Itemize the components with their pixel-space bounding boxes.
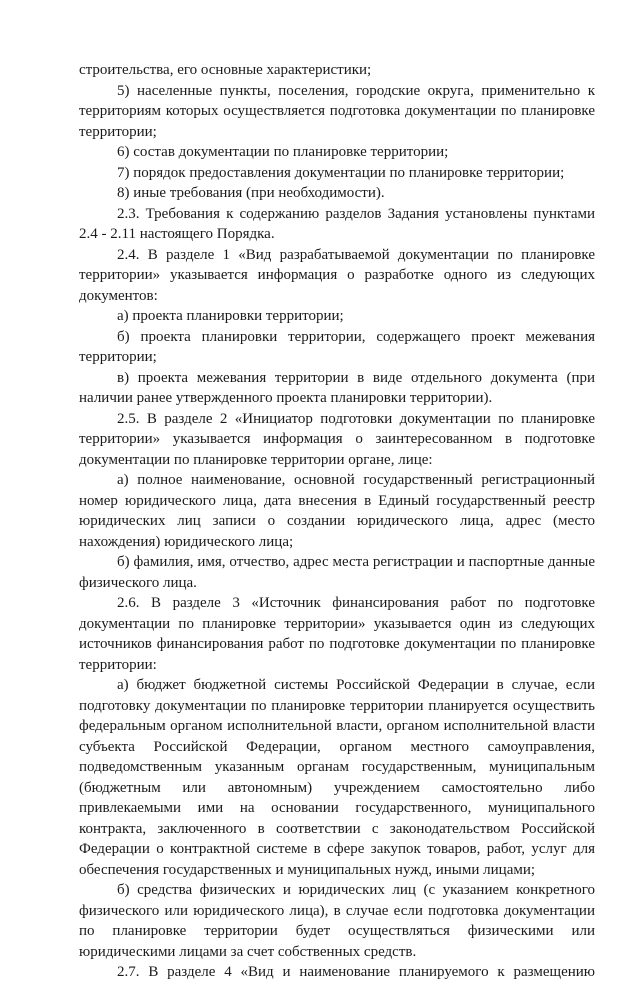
paragraph-2-4: 2.4. В разделе 1 «Вид разрабатываемой документации по планировке территории» указывается информация о разработке одного из следующих документов: [79,246,595,304]
paragraph-2-5-b: б) фамилия, имя, отчество, адрес места регистрации и паспортные данные физического лица. [79,554,595,591]
paragraph-2-4-v: в) проекта межевания территории в виде отдельного документа (при наличии ранее утвержденного проекта планировки территории). [79,369,595,406]
paragraph-2-6-a: а) бюджет бюджетной системы Российской Федерации в случае, если подготовку документации по планировке территории планируется осуществить федеральным органом исполнительной власти, органом исполнительной власти субъекта Российской Федерации, органом местного самоуправления, подведомственным указанным органам государственным, муниципальным (бюджетным или автономным) учреждением самостоятельно либо привлекаемыми ими на основании государственного, муниципального контракта, заключенного в соответствии с законодательством Российской Федерации о контрактной системе в сфере закупок товаров, работ, услуг для обеспечения государственных и муниципальных нужд, иными лицами; [79,677,595,878]
paragraph-2-3: 2.3. Требования к содержанию разделов Задания установлены пунктами 2.4 - 2.11 настоящего Порядка. [79,205,595,242]
paragraph-item-6: 6) состав документации по планировке территории; [117,144,449,160]
paragraph-item-7: 7) порядок предоставления документации по планировке территории; [117,164,565,181]
paragraph-item-8: 8) иные требования (при необходимости). [117,185,385,201]
paragraph-2-7: 2.7. В разделе 4 «Вид и наименование планируемого к размещению [117,964,595,980]
paragraph-2-4-a: а) проекта планировки территории; [117,308,344,324]
document-page [79,60,595,983]
paragraph-construction-characteristics: строительства, его основные характеристики; [79,62,372,78]
paragraph-item-5: 5) населенные пункты, поселения, городские округа, применительно к территориям которых осуществляется подготовка документации по планировке территории; [79,82,595,140]
paragraph-2-4-b: б) проекта планировки территории, содержащего проект межевания территории; [79,328,595,365]
paragraph-2-6-b: б) средства физических и юридических лиц (с указанием конкретного физического или юридического лица), в случае если подготовка документации по планировке территории будет осуществляться физическими или юридическими лицами за счет собственных средств. [79,882,595,960]
paragraph-2-5-a: а) полное наименование, основной государственный регистрационный номер юридического лица, дата внесения в Единый государственный реестр юридических лиц записи о создании юридического лица, адрес (место нахождения) юридического лица; [79,472,595,550]
paragraph-2-5: 2.5. В разделе 2 «Инициатор подготовки документации по планировке территории» указывается информация о заинтересованном в подготовке документации по планировке территории органе, лице: [79,410,595,468]
paragraph-2-6: 2.6. В разделе 3 «Источник финансирования работ по подготовке документации по планировке территории» указывается один из следующих источников финансирования работ по подготовке документации по планировке территории: [79,595,595,673]
